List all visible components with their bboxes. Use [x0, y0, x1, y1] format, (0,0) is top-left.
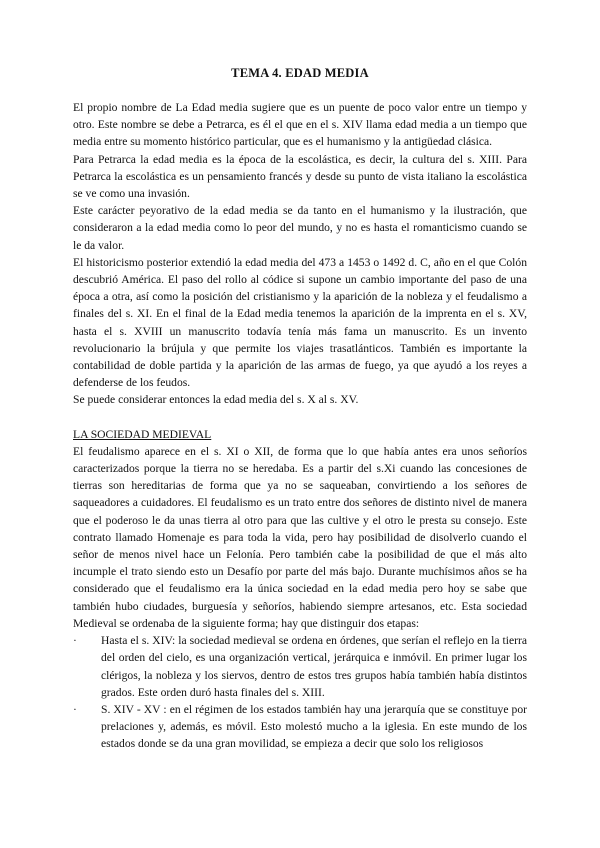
paragraph-conclusion: Se puede considerar entonces la edad media del s. X al s. XV. [73, 393, 359, 407]
list-item-text: S. XIV - XV : en el régimen de los estados también hay una jerarquía que se constituye por prelaciones y, además, es móvil. Esto molestó mucho a la iglesia. En este mundo de los estados donde se da una gran movilidad, se empieza a decir que solo los religiosos [101, 702, 527, 751]
paragraph-caracter: Este carácter peyorativo de la edad media se da tanto en el humanismo y la ilustración, que consideraron a la edad media como lo peor del mundo, y no es hasta el romanticismo cuando se le da valor. [73, 204, 527, 252]
bullet-mark: · [73, 634, 77, 648]
section-heading: LA SOCIEDAD MEDIEVAL [73, 427, 212, 441]
spacer [73, 409, 527, 426]
list-item [73, 632, 527, 701]
list-item [73, 701, 527, 753]
section-paragraph: El feudalismo aparece en el s. XI o XII, de forma que lo que había antes era unos señoríos caracterizados porque la tierra no se heredaba. Es a partir del s.Xi cuando las concesiones de tierras son hereditarias de forma que ya no se saqueaban, convirtiendo a los señores de saqueadores a cuidadores. El feudalismo es un trato entre dos señores de distinto nivel de manera que el poderoso le da unas tierra al otro para que las cultive y el otro le presta su consejo. Este contrato llamado Homenaje es para toda la vida, pero hay posibilidad de disolverlo cuando el señor de menos nivel hace un Felonía. Pero también cabe la posibilidad de que el más alto incumple el trato siendo esto un Desafío por parte del más bajo. Durante muchísimos años se ha considerado que el feudalismo era la única sociedad en la edad media pero hoy se sabe que también hubo ciudades, burguesía y señoríos, habiendo siempre artesanos, etc. Esta sociedad Medieval se ordenaba de la siguiente forma; hay que distinguir dos etapas: [73, 444, 527, 630]
paragraph-intro: El propio nombre de La Edad media sugiere que es un puente de poco valor entre un tiempo y otro. Este nombre se debe a Petrarca, es él el que en el s. XIV llama edad media a un tiempo que media entre su momento histórico particular, que es el humanismo y la antigüedad clásica. [73, 101, 527, 149]
document-title: TEMA 4. EDAD MEDIA [231, 66, 369, 80]
bullet-mark: · [73, 702, 77, 716]
paragraph-historicismo: El historicismo posterior extendió la edad media del 473 a 1453 o 1492 d. C, año en el que Colón descubrió América. El paso del rollo al códice si supone un cambio importante del paso de una época a otra, así como la posición del cristianismo y la aparición de la nobleza y el feudalismo a finales del s. XI. En el final de la Edad media tenemos la aparición de la imprenta en el s. XV, hasta el s. XVIII un manuscrito todavía tenía más fama un manuscrito. Es un invento revolucionario la brújula y que permite los viajes trasatlánticos. También es importante la contabilidad de doble partida y la aparición de las armas de fuego, ya que ayudó a los reyes a defenderse de los feudos. [73, 255, 527, 390]
paragraph-petrarca: Para Petrarca la edad media es la época de la escolástica, es decir, la cultura del s. XIII. Para Petrarca la escolástica es un pensamiento francés y desde su punto de vista italiano la escolástica se ve como una invasión. [73, 152, 527, 201]
list-item-text: Hasta el s. XIV: la sociedad medieval se ordena en órdenes, que serían el reflejo en la tierra del orden del cielo, es una organización vertical, jerárquica e inmóvil. En primer lugar los clérigos, la nobleza y los siervos, dentro de estos tres grupos había también había distintos grados. Este orden duró hasta finales del s. XIII. [101, 634, 527, 699]
bullet-list [73, 632, 527, 752]
